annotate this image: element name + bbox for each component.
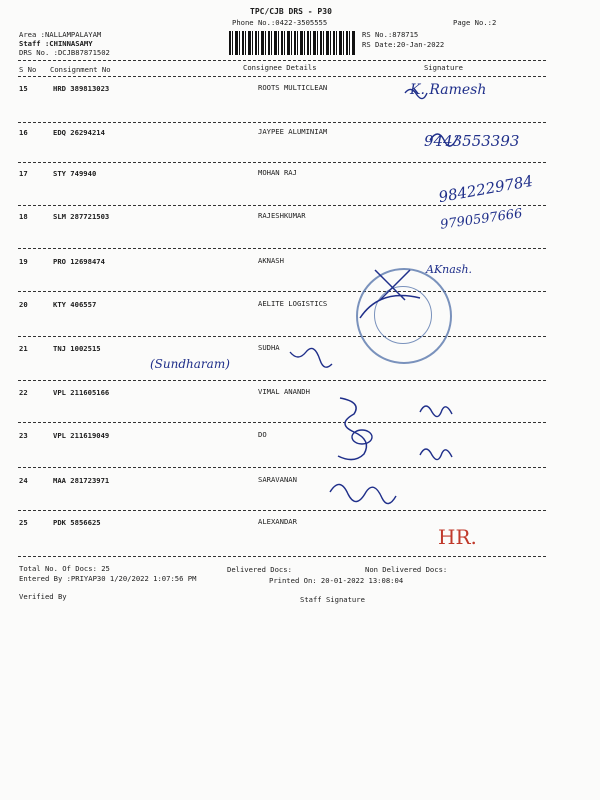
total-docs: Total No. Of Docs: 25 <box>19 564 110 573</box>
row-divider <box>18 248 546 249</box>
row-consignee: AELITE LOGISTICS <box>258 299 328 308</box>
row-divider <box>18 467 546 468</box>
row-consignee: SUDHA <box>258 343 280 352</box>
row-divider <box>18 556 546 557</box>
handwritten-initials: HR. <box>438 525 477 549</box>
table-row <box>0 296 600 340</box>
col-header-signature: Signature <box>424 63 463 72</box>
entered-by: Entered By :PRIYAP30 1/20/2022 1:07:56 PM <box>19 574 197 583</box>
row-consignee: AKNASH <box>258 256 284 265</box>
company-stamp <box>356 268 452 364</box>
handwritten-phone: 9842229784 <box>437 171 535 207</box>
table-row <box>0 80 600 124</box>
row-consignment-no: KTY 406557 <box>53 300 97 309</box>
row-divider <box>18 291 546 292</box>
row-consignee: ROOTS MULTICLEAN <box>258 83 328 92</box>
rs-date: RS Date:20-Jan-2022 <box>362 40 445 49</box>
verified-by: Verified By <box>19 592 67 601</box>
row-sno: 24 <box>19 476 28 485</box>
table-row <box>0 514 600 558</box>
divider <box>18 60 546 61</box>
row-consignee: MOHAN RAJ <box>258 168 297 177</box>
rs-number: RS No.:878715 <box>362 30 419 39</box>
divider <box>18 76 546 77</box>
row-sno: 19 <box>19 257 28 266</box>
col-header-sno: S No <box>19 65 37 74</box>
row-consignment-no: VPL 211605166 <box>53 388 110 397</box>
handwritten-phone: 9443553393 <box>424 132 520 150</box>
row-consignment-no: PRO 12698474 <box>53 257 105 266</box>
row-consignee: SARAVANAN <box>258 475 297 484</box>
row-consignment-no: STY 749940 <box>53 169 97 178</box>
row-divider <box>18 422 546 423</box>
row-divider <box>18 380 546 381</box>
row-consignment-no: MAA 281723971 <box>53 476 110 485</box>
row-divider <box>18 162 546 163</box>
drs-title: TPC/CJB DRS - P30 <box>250 7 332 16</box>
row-sno: 16 <box>19 128 28 137</box>
row-consignment-no: PDK 5856625 <box>53 518 101 527</box>
drs-number: DRS No. :DCJB87871502 <box>19 48 110 57</box>
barcode <box>229 31 355 55</box>
row-consignee: RAJESHKUMAR <box>258 211 306 220</box>
col-header-consignee: Consignee Details <box>243 63 317 72</box>
handwritten-name: AKnash. <box>426 263 473 276</box>
row-sno: 18 <box>19 212 28 221</box>
row-consignment-no: SLM 287721503 <box>53 212 110 221</box>
row-consignment-no: HRD 389813023 <box>53 84 110 93</box>
delivered-docs: Delivered Docs: <box>227 565 292 574</box>
row-sno: 21 <box>19 344 28 353</box>
phone-number: Phone No.:0422-3505555 <box>232 18 328 27</box>
area: Area :NALLAMPALAYAM <box>19 30 102 39</box>
col-header-consignment: Consignment No <box>50 65 111 74</box>
non-delivered-docs: Non Delivered Docs: <box>365 565 448 574</box>
row-consignee: ALEXANDAR <box>258 517 297 526</box>
staff: Staff :CHINNASAMY <box>19 39 93 48</box>
row-consignee: JAYPEE ALUMINIAM <box>258 127 328 136</box>
row-consignment-no: EDQ 26294214 <box>53 128 105 137</box>
printed-on: Printed On: 20-01-2022 13:08:04 <box>269 576 404 585</box>
table-row <box>0 427 600 471</box>
handwritten-phone: 9790597666 <box>439 206 524 233</box>
page-number: Page No.:2 <box>453 18 497 27</box>
staff-signature-label: Staff Signature <box>300 595 365 604</box>
row-sno: 22 <box>19 388 28 397</box>
row-sno: 15 <box>19 84 28 93</box>
row-sno: 25 <box>19 518 28 527</box>
row-consignee: VIMAL ANANDH <box>258 387 310 396</box>
handwritten-name: (Sundharam) <box>150 357 230 371</box>
row-sno: 17 <box>19 169 28 178</box>
row-sno: 23 <box>19 431 28 440</box>
row-consignment-no: VPL 211619049 <box>53 431 110 440</box>
row-consignment-no: TNJ 1002515 <box>53 344 101 353</box>
table-row <box>0 340 600 384</box>
row-divider <box>18 510 546 511</box>
row-divider <box>18 336 546 337</box>
handwritten-signature: K. Ramesh <box>410 82 487 98</box>
row-sno: 20 <box>19 300 28 309</box>
row-consignee: DO <box>258 430 267 439</box>
row-divider <box>18 122 546 123</box>
row-divider <box>18 205 546 206</box>
